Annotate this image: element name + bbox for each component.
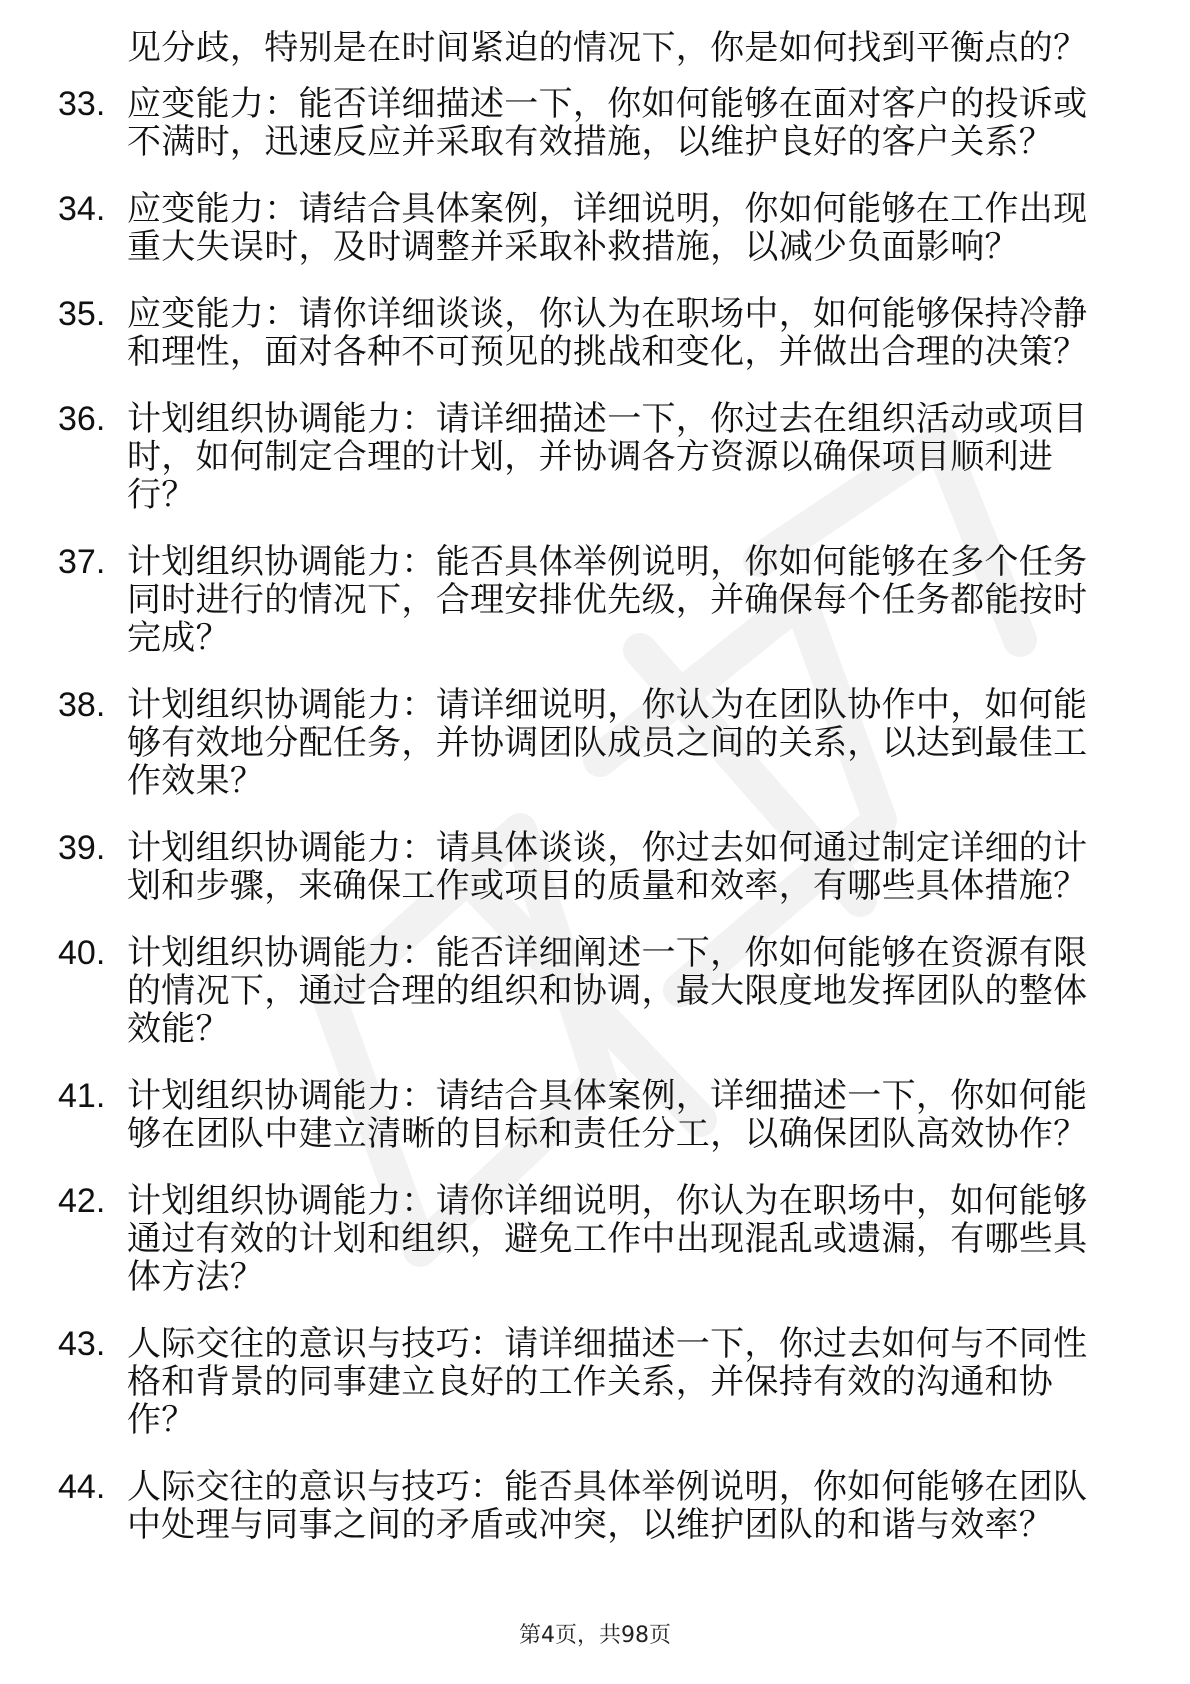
- question-text-line: 重大失误时，及时调整并采取补救措施，以减少负面影响？: [127, 227, 1019, 267]
- question-number: 39.: [58, 829, 106, 867]
- question-text-line: 时，如何制定合理的计划，并协调各方资源以确保项目顺利进: [127, 437, 1054, 477]
- question-text-line: 作效果？: [127, 761, 265, 801]
- question-text-line: 计划组织协调能力：请结合具体案例，详细描述一下，你如何能: [127, 1076, 1088, 1116]
- question-text-line: 计划组织协调能力：请具体谈谈，你过去如何通过制定详细的计: [127, 828, 1088, 868]
- question-number: 43.: [58, 1325, 106, 1363]
- question-text-line: 作？: [127, 1400, 196, 1440]
- question-number: 35.: [58, 295, 106, 333]
- question-text-line: 应变能力：请你详细谈谈，你认为在职场中，如何能够保持冷静: [127, 294, 1088, 334]
- question-text-line: 计划组织协调能力：请你详细说明，你认为在职场中，如何能够: [127, 1181, 1088, 1221]
- question-number: 41.: [58, 1077, 106, 1115]
- question-text-line: 够有效地分配任务，并协调团队成员之间的关系，以达到最佳工: [127, 723, 1088, 763]
- continuation-text: 见分歧，特别是在时间紧迫的情况下，你是如何找到平衡点的？: [127, 28, 1088, 68]
- question-number: 40.: [58, 934, 106, 972]
- question-text-line: 应变能力：能否详细描述一下，你如何能够在面对客户的投诉或: [127, 84, 1088, 124]
- question-text-line: 人际交往的意识与技巧：能否具体举例说明，你如何能够在团队: [127, 1467, 1088, 1507]
- question-number: 37.: [58, 543, 106, 581]
- question-text-line: 体方法？: [127, 1257, 265, 1297]
- question-text-line: 应变能力：请结合具体案例，详细说明，你如何能够在工作出现: [127, 189, 1088, 229]
- question-text-line: 中处理与同事之间的矛盾或冲突，以维护团队的和谐与效率？: [127, 1505, 1054, 1545]
- question-text-line: 格和背景的同事建立良好的工作关系，并保持有效的沟通和协: [127, 1362, 1054, 1402]
- question-text-line: 人际交往的意识与技巧：请详细描述一下，你过去如何与不同性: [127, 1324, 1088, 1364]
- question-text-line: 计划组织协调能力：能否详细阐述一下，你如何能够在资源有限: [127, 933, 1088, 973]
- page-footer: 第4页，共98页: [519, 1623, 671, 1648]
- question-number: 33.: [58, 85, 106, 123]
- question-text-line: 计划组织协调能力：请详细描述一下，你过去在组织活动或项目: [127, 399, 1088, 439]
- question-text-line: 计划组织协调能力：请详细说明，你认为在团队协作中，如何能: [127, 685, 1088, 725]
- question-text-line: 效能？: [127, 1009, 230, 1049]
- question-text-line: 行？: [127, 475, 196, 515]
- question-text-line: 同时进行的情况下，合理安排优先级，并确保每个任务都能按时: [127, 580, 1088, 620]
- question-text-line: 划和步骤，来确保工作或项目的质量和效率，有哪些具体措施？: [127, 866, 1088, 906]
- question-text-line: 和理性，面对各种不可预见的挑战和变化，并做出合理的决策？: [127, 332, 1088, 372]
- question-text-line: 够在团队中建立清晰的目标和责任分工，以确保团队高效协作？: [127, 1114, 1088, 1154]
- question-text-line: 完成？: [127, 618, 230, 658]
- question-number: 44.: [58, 1468, 106, 1506]
- question-number: 34.: [58, 190, 106, 228]
- question-text-line: 不满时，迅速反应并采取有效措施，以维护良好的客户关系？: [127, 122, 1054, 162]
- question-text-line: 的情况下，通过合理的组织和协调，最大限度地发挥团队的整体: [127, 971, 1088, 1011]
- question-text-line: 计划组织协调能力：能否具体举例说明，你如何能够在多个任务: [127, 542, 1088, 582]
- question-text-line: 通过有效的计划和组织，避免工作中出现混乱或遗漏，有哪些具: [127, 1219, 1088, 1259]
- question-number: 36.: [58, 400, 106, 438]
- question-number: 42.: [58, 1182, 106, 1220]
- question-number: 38.: [58, 686, 106, 724]
